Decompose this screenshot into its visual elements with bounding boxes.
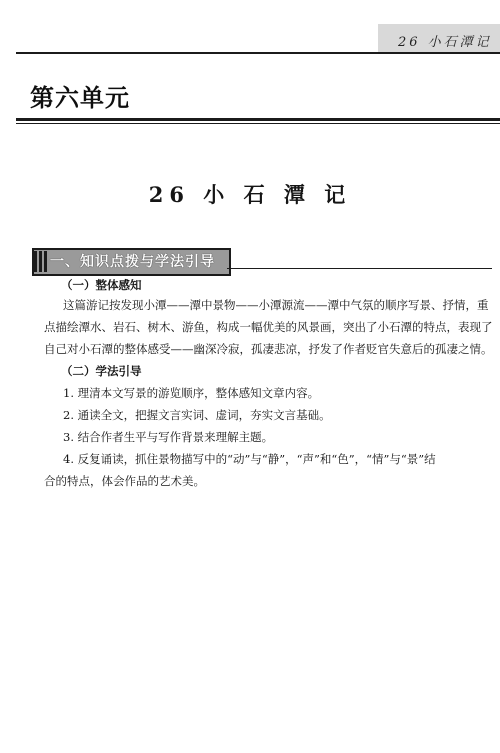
subsection-title: （二）学法引导: [61, 364, 142, 378]
list-item: 2. 通读全文，把握文言实词、虚词，夯实文言基础。: [63, 408, 331, 422]
chapter-title: 26 小 石 潭 记: [148, 182, 352, 207]
list-item: 4. 反复诵读，抓住景物描写中的“动”与“静”，“声”和“色”，“情”与“景”结: [63, 452, 436, 466]
running-header-title: 26 小石潭记: [398, 35, 492, 50]
subsection-title: （一）整体感知: [61, 278, 142, 292]
unit-rule: [16, 118, 500, 121]
section-rule: [227, 268, 492, 269]
section-title: 一、知识点拨与学法引导: [50, 254, 215, 270]
paragraph-line: 这篇游记按发现小潭——潭中景物——小潭源流——潭中气氛的顺序写景、抒情，重: [63, 298, 489, 312]
paragraph-line: 点描绘潭水、岩石、树木、游鱼，构成一幅优美的风景画，突出了小石潭的特点，表现了: [44, 320, 493, 334]
list-item: 1. 理清本文写景的游览顺序，整体感知文章内容。: [63, 386, 320, 400]
list-item: 合的特点，体会作品的艺术美。: [44, 474, 205, 488]
header-rule: [16, 52, 500, 54]
unit-title: 第六单元: [30, 84, 130, 112]
section-banner-bars-icon: [34, 251, 46, 272]
unit-rule-thin: [16, 123, 500, 124]
list-item: 3. 结合作者生平与写作背景来理解主题。: [63, 430, 274, 444]
paragraph-line: 自己对小石潭的整体感受——幽深冷寂，孤凄悲凉，抒发了作者贬官失意后的孤凄之情。: [44, 342, 493, 356]
